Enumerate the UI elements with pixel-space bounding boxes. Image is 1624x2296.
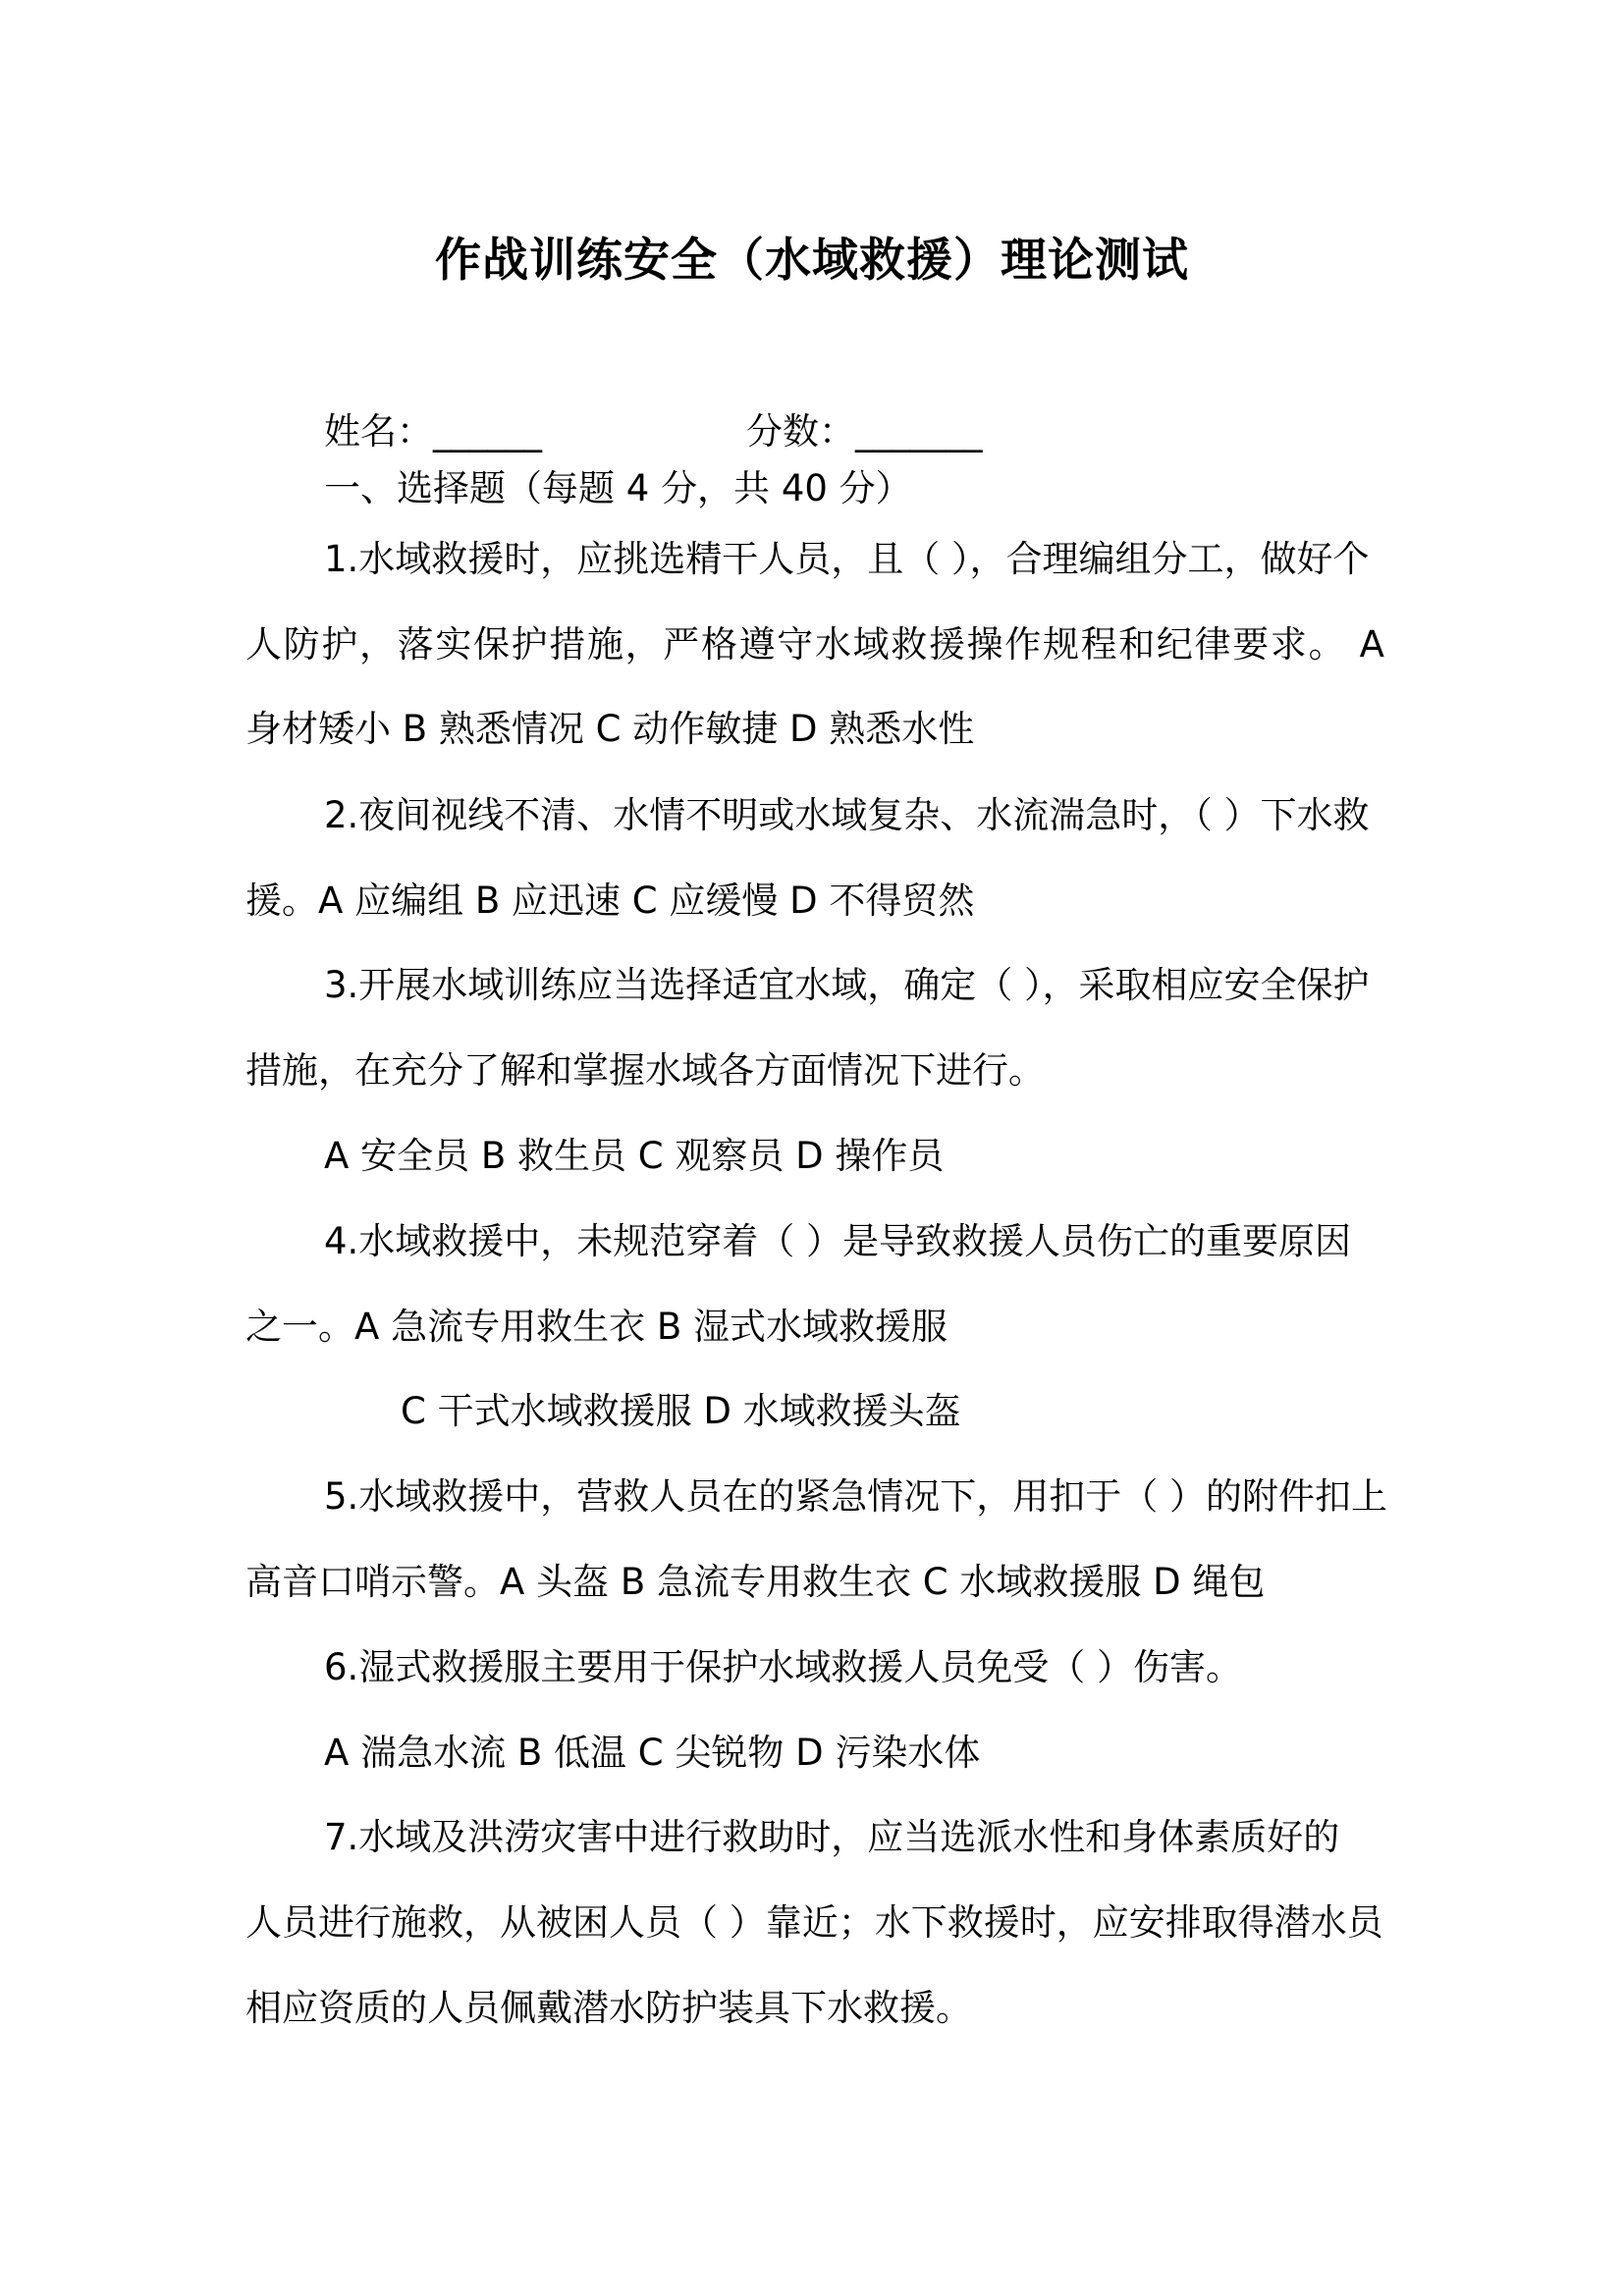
- question-7-line-3: 相应资质的人员佩戴潜水防护装具下水救援。: [245, 1987, 972, 2029]
- question-5-line-2: 高音口哨示警。A 头盔 B 急流专用救生衣 C 水域救援服 D 绳包: [245, 1561, 1266, 1603]
- question-4-options: C 干式水域救援服 D 水域救援头盔: [401, 1390, 961, 1432]
- question-6-options: A 湍急水流 B 低温 C 尖锐物 D 污染水体: [324, 1732, 981, 1774]
- document-title: 作战训练安全（水域救援）理论测试: [435, 234, 1189, 288]
- question-4-line-1: 4.水域救援中，未规范穿着（ ）是导致救援人员伤亡的重要原因: [324, 1220, 1352, 1262]
- question-2-line-1: 2.夜间视线不清、水情不明或水域复杂、水流湍急时，（ ）下水救: [324, 794, 1370, 836]
- question-1-options: 身材矮小 B 熟悉情况 C 动作敏捷 D 熟悉水性: [245, 708, 975, 750]
- question-4-line-2: 之一。A 急流专用救生衣 B 湿式水域救援服: [245, 1306, 947, 1348]
- question-5-line-1: 5.水域救援中，营救人员在的紧急情况下，用扣于（ ）的附件扣上: [324, 1475, 1388, 1518]
- section-heading: 一、选择题（每题 4 分，共 40 分）: [324, 467, 912, 509]
- question-3-line-2: 措施，在充分了解和掌握水域各方面情况下进行。: [245, 1049, 1045, 1092]
- question-7-line-1: 7.水域及洪涝灾害中进行救助时，应当选派水性和身体素质好的: [324, 1816, 1340, 1858]
- question-2-options: 援。A 应编组 B 应迅速 C 应缓慢 D 不得贸然: [245, 880, 975, 922]
- name-field-label: 姓名：______: [324, 410, 542, 453]
- question-1-line-2: 人防护，落实保护措施，严格遵守水域救援操作规程和纪律要求。 A: [245, 623, 1384, 666]
- question-6-line-1: 6.湿式救援服主要用于保护水域救援人员免受（ ）伤害。: [324, 1646, 1243, 1688]
- question-3-options: A 安全员 B 救生员 C 观察员 D 操作员: [324, 1135, 945, 1177]
- score-field-label: 分数：_______: [746, 410, 983, 453]
- question-3-line-1: 3.开展水域训练应当选择适宜水域，确定（ ），采取相应安全保护: [324, 964, 1370, 1006]
- question-1-line-1: 1.水域救援时，应挑选精干人员，且（ ），合理编组分工，做好个: [324, 538, 1370, 580]
- question-7-line-2: 人员进行施救，从被困人员（ ）靠近；水下救援时，应安排取得潜水员: [245, 1901, 1383, 1944]
- name-score-row: [324, 407, 983, 456]
